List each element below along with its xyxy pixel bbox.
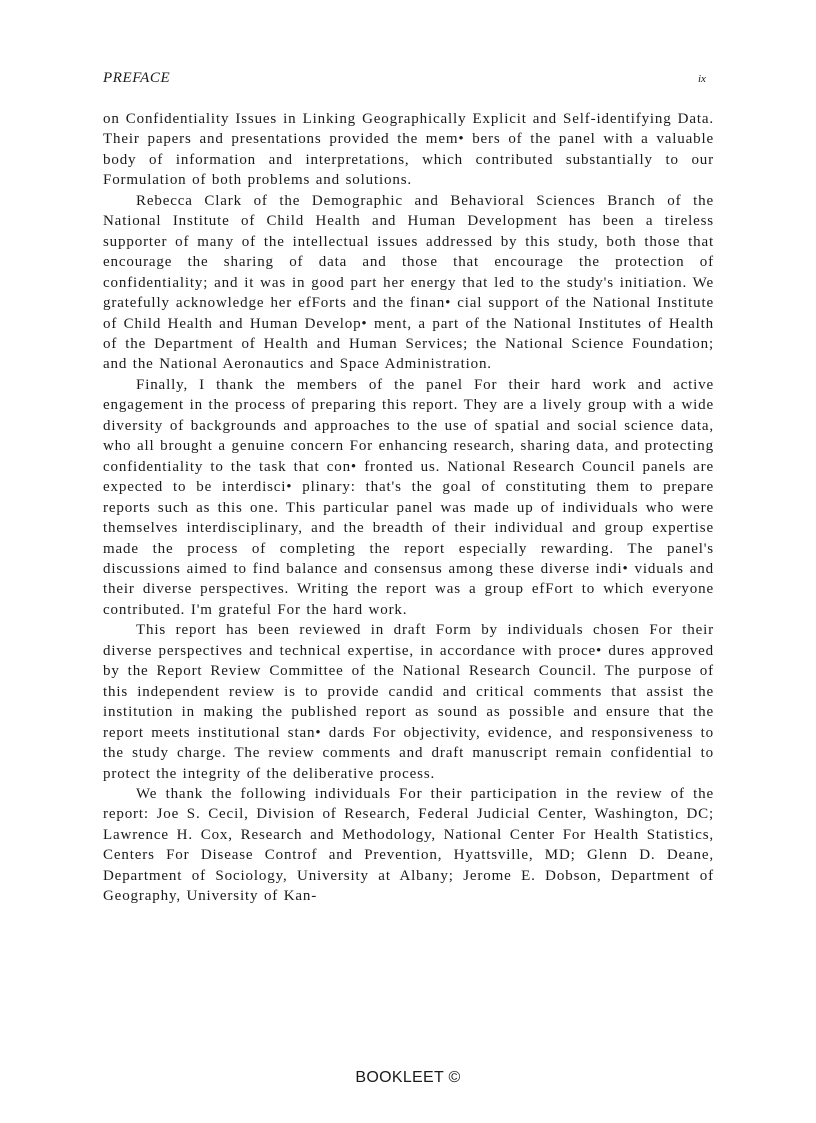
paragraph-5: We thank the following individuals For their participation in the review of the report: Joe S. Cecil, Division of Research, Federal Judicial Center, Washington, DC; Lawrence H. Cox, Research and Methodology, National Center For Health Statistics, Centers For Disease Controf and Prevention, Hyattsville, MD; Glenn D. Deane, Department of Sociology, University at Albany; Jerome E. Dobson, Department of Geography, University of Kan- <box>103 785 714 905</box>
footer-watermark: BOOKLEET © <box>355 1069 461 1086</box>
preface-body <box>103 109 714 907</box>
paragraph-1: on Confidentiality Issues in Linking Geographically Explicit and Self-identifying Data. Their papers and presentations provided the mem• bers of the panel with a valuable body of information and interpretations, which contributed substantially to our Formulation of both problems and solutions. <box>103 111 714 189</box>
running-header-title: PREFACE <box>103 70 171 86</box>
page-number: ix <box>698 73 706 85</box>
paragraph-2: Rebecca Clark of the Demographic and Behavioral Sciences Branch of the National Institute of Child Health and Human Development has been a tireless supporter of many of the intellectual issues addressed by this study, both those that encourage the sharing of data and those that encourage the protection of confidentiality; and it was in good part her energy that led to the study's initiation. We gratefully acknowledge her efForts and the finan• cial support of the National Institute of Child Health and Human Develop• ment, a part of the National Institutes of Health of the Department of Health and Human Services; the National Science Foundation; and the National Aeronautics and Space Administration. <box>103 192 714 373</box>
paragraph-4: This report has been reviewed in draft Form by individuals chosen For their diverse perspectives and technical expertise, in accordance with proce• dures approved by the Report Review Committee of the National Research Council. The purpose of this independent review is to provide candid and critical comments that assist the institution in making the published report as sound as possible and ensure that the report meets institutional stan• dards For objectivity, evidence, and responsiveness to the study charge. The review comments and draft manuscript remain confidential to protect the integrity of the deliberative process. <box>103 622 714 782</box>
paragraph-3: Finally, I thank the members of the panel For their hard work and active engagement in the process of preparing this report. They are a lively group with a wide diversity of backgrounds and approaches to the use of spatial and social science data, who all brought a genuine concern For enhancing research, sharing data, and protecting confidentiality to the task that con• fronted us. National Research Council panels are expected to be interdisci• plinary: that's the goal of constituting them to prepare reports such as this one. This particular panel was made up of individuals who were themselves interdisciplinary, and the breadth of their individual and group expertise made the process of completing the report especially rewarding. The panel's discussions aimed to find balance and consensus among these diverse indi• viduals and their diverse perspectives. Writing the report was a group efFort to which everyone contributed. I'm grateful For the hard work. <box>103 376 715 618</box>
